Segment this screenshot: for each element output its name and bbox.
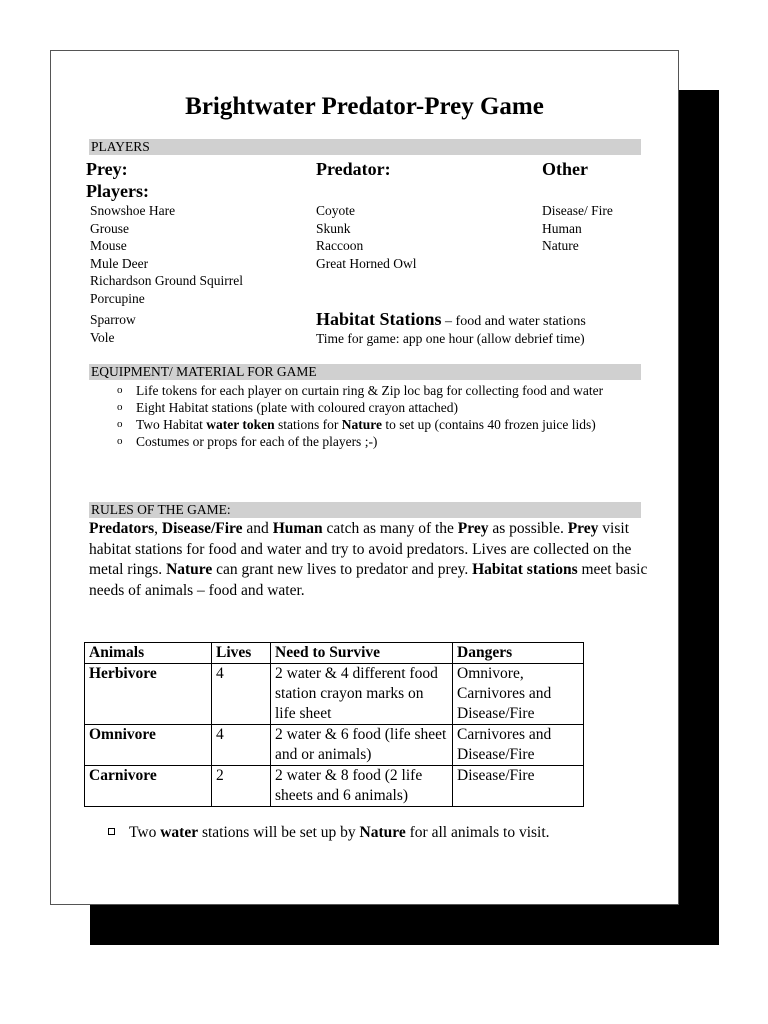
table-cell: Herbivore (85, 664, 212, 725)
text-run: to set up (contains 40 frozen juice lids) (382, 417, 596, 432)
text-run: can grant new lives to predator and prey. (212, 561, 473, 578)
text-run: Eight Habitat stations (plate with coloured crayon attached) (136, 400, 459, 415)
table-header-row (85, 643, 584, 664)
water-stations-note (108, 824, 550, 842)
equipment-item: o Eight Habitat stations (plate with coloured crayon attached) (117, 400, 459, 415)
table-row (85, 766, 584, 807)
bold-text: Nature (166, 561, 213, 578)
predator-item: Skunk (316, 220, 351, 236)
prey-heading: Prey: (86, 159, 128, 179)
bold-text: Prey (567, 520, 599, 537)
text-run: , (154, 520, 162, 537)
habitat-heading: Habitat Stations (316, 309, 442, 329)
text-run: Two (129, 824, 161, 841)
page-title: Brightwater Predator-Prey Game (185, 93, 544, 120)
table-cell: Disease/Fire (453, 766, 584, 807)
table-cell: Omnivore (85, 725, 212, 766)
prey-item: Richardson Ground Squirrel (90, 273, 243, 288)
bold-text: Disease/Fire (161, 520, 243, 537)
table-cell: 2 (212, 766, 271, 807)
bold-text: water token (206, 417, 275, 432)
habitat-description: – food and water stations (441, 314, 586, 329)
checkbox-bullet-icon (108, 828, 115, 835)
table-cell: 4 (212, 664, 271, 725)
table-header-cell: Lives (212, 643, 271, 664)
bold-text: Predators (89, 520, 155, 537)
players-heading: Players: (86, 181, 149, 201)
players-section-header: PLAYERS (89, 139, 641, 155)
animals-table (84, 642, 584, 807)
text-run: visit habitat stations for food and water and try to avoid predators. Lives are collected on the metal rings. (89, 520, 632, 578)
bold-text: Nature (341, 417, 383, 432)
table-cell: 2 water & 6 food (life sheet and or animals) (271, 725, 453, 766)
table-cell: 2 water & 4 different food station crayon marks on life sheet (271, 664, 453, 725)
table-header-cell: Dangers (453, 643, 584, 664)
prey-item: Sparrow (90, 312, 136, 327)
predator-list (316, 202, 416, 272)
predator-heading: Predator: (316, 159, 391, 179)
text-run: catch as many of the (322, 520, 458, 537)
table-row (85, 664, 584, 725)
prey-item: Porcupine (90, 290, 145, 306)
table-cell: Omnivore, Carnivores and Disease/Fire (453, 664, 584, 725)
equipment-section-header: EQUIPMENT/ MATERIAL FOR GAME (89, 364, 641, 380)
table-cell: Carnivores and Disease/Fire (453, 725, 584, 766)
table-header-cell: Animals (85, 643, 212, 664)
prey-item: Vole (90, 329, 115, 345)
table-cell: Carnivore (85, 766, 212, 807)
text-run: and (242, 520, 273, 537)
text-run: Costumes or props for each of the players ;-) (136, 434, 378, 449)
equipment-item: o Costumes or props for each of the players ;-) (117, 434, 378, 449)
text-run: for all animals to visit. (405, 824, 550, 841)
text-run: as possible. (488, 520, 568, 537)
equipment-item: o Two Habitat water token stations for Nature to set up (contains 40 frozen juice lids) (117, 417, 596, 432)
prey-item: Grouse (90, 220, 129, 236)
predator-item: Great Horned Owl (316, 255, 417, 271)
other-list (542, 202, 613, 255)
bold-text: Habitat stations (472, 561, 578, 578)
table-header-cell: Need to Survive (271, 643, 453, 664)
prey-item: Snowshoe Hare (90, 203, 176, 218)
bold-text: water (160, 824, 199, 841)
equipment-item: o Life tokens for each player on curtain ring & Zip loc bag for collecting food and water (117, 383, 604, 398)
game-time: Time for game: app one hour (allow debrief time) (316, 331, 585, 346)
prey-item: Mouse (90, 238, 127, 253)
table-cell: 2 water & 8 food (2 life sheets and 6 animals) (271, 766, 453, 807)
prey-column (86, 158, 149, 202)
rules-section-header: RULES OF THE GAME: (89, 502, 641, 518)
bold-text: Nature (359, 824, 406, 841)
other-heading: Other (542, 159, 588, 179)
predator-item: Coyote (316, 203, 355, 218)
text-run: stations will be set up by (198, 824, 360, 841)
text-run: meet basic needs of animals – food and water. (89, 561, 648, 599)
equipment-list (89, 382, 649, 450)
bold-text: Prey (457, 520, 489, 537)
prey-item: Mule Deer (90, 255, 149, 271)
prey-list (90, 202, 243, 346)
document-page (50, 50, 679, 905)
text-run: stations for (274, 417, 342, 432)
bold-text: Human (272, 520, 323, 537)
text-run: Life tokens for each player on curtain ring & Zip loc bag for collecting food and water (136, 383, 604, 398)
rules-text (89, 519, 649, 601)
other-item: Nature (542, 238, 579, 253)
other-item: Disease/ Fire (542, 203, 613, 218)
table-row (85, 725, 584, 766)
text-run: Two Habitat (136, 417, 207, 432)
other-item: Human (542, 220, 582, 236)
predator-item: Raccoon (316, 238, 364, 253)
table-cell: 4 (212, 725, 271, 766)
